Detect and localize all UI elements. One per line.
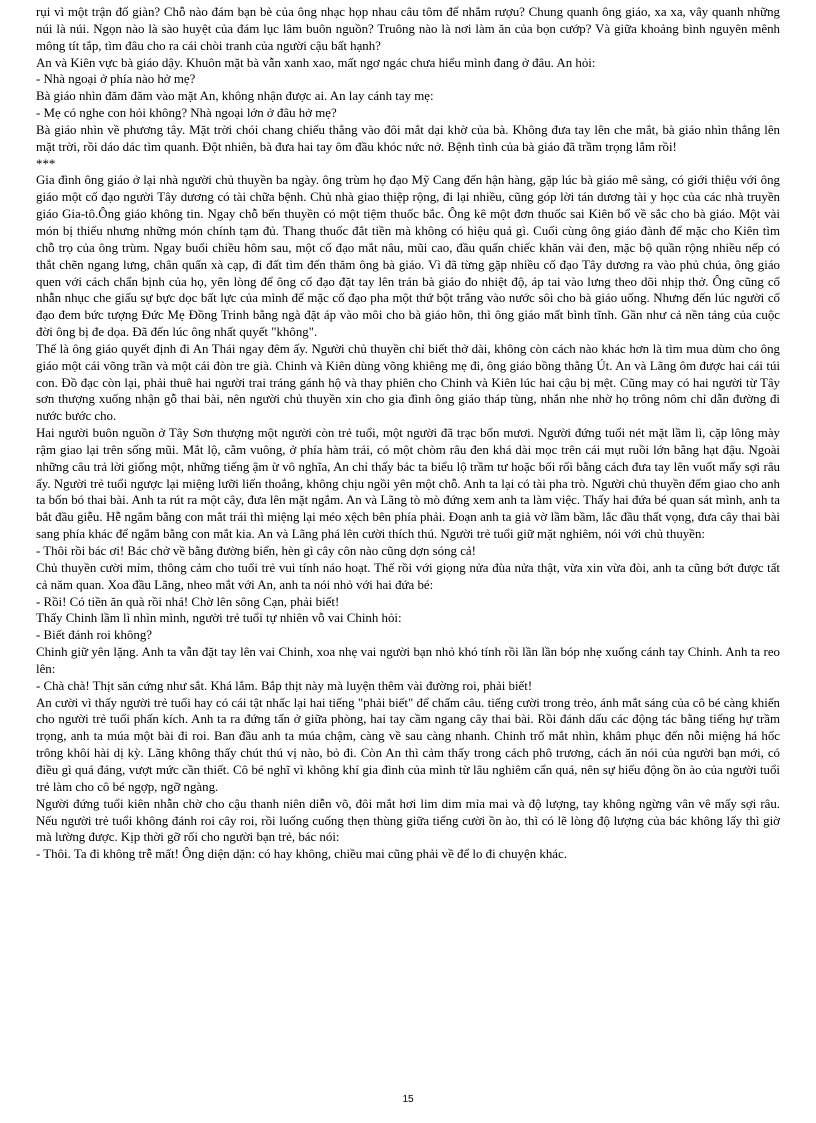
paragraph: rụi vì một trận đổ giàn? Chỗ nào đám bạn bè của ông nhạc họp nhau câu tôm để nhắm rượu? Chung quanh ông giáo, xa xa, vây quanh những núi là núi. Ngọn nào là sào huyệt của đám lục lâm buôn nguồn? Truông nào là nơi làm ăn của bọn cướp? Và giữa khoảng bình nguyên mênh mông tít tắp, tìm đâu cho ra cái chòi tranh của người cậu bất hạnh? <box>36 5 780 53</box>
dialogue-line: - Thôi. Ta đi không trễ mất! Ông diện dặn: có hay không, chiều mai cũng phải về để lo đi chuyện khác. <box>36 847 567 862</box>
paragraph: Thế là ông giáo quyết định đi An Thái ngay đêm ấy. Người chủ thuyền chỉ biết thở dài, không còn cách nào khác hơn là tìm mua dùm cho ông giáo một cái võng trần và một cái đòn tre già. Chinh và Kiên dùng võng khiêng mẹ đi, ông giáo bồng thằng Út. An và Lãng ôm được hai cái túi con. Đồ đạc còn lại, phải thuê hai người trai tráng gánh hộ và thay phiên cho Chinh và Kiên lúc hai cậu bị mệt. Cũng may có hai người từ Tây sơn thượng xuống nhận gỗ thai bài, nên người chủ thuyền xin cho gia đình ông giáo tháp tùng, nhắn nhe nhờ họ trông nôm chỉ dẫn đường đi nước bước cho. <box>36 341 780 424</box>
paragraph: Người đứng tuổi kiên nhẫn chờ cho cậu thanh niên diễn võ, đôi mắt hơi lim dim mỉa mai và độ lượng, tay không ngừng vân vê mấy sợi râu. Nếu người trẻ tuổi không đánh roi cây roi, rồi luống cuống thẹn thùng giữa tiếng cười ồn ào, thì có lẽ lòng độ lượng của bác không lấy thì giờ mà lường được. Kịp thời gỡ rối cho người bạn trẻ, bác nói: <box>36 796 780 845</box>
paragraph: Bà giáo nhìn đăm đăm vào mặt An, không nhận được ai. An lay cánh tay mẹ: <box>36 89 434 104</box>
page-number: 15 <box>402 1094 414 1105</box>
dialogue-line: - Chà chà! Thịt săn cứng như sắt. Khá lắm. Bắp thịt này mà luyện thêm vài đường roi, phải biết! <box>36 678 533 693</box>
paragraph: Chủ thuyền cười mỉm, thông cảm cho tuổi trẻ vui tính náo hoạt. Thế rồi với giọng nửa đùa nửa thật, vừa xin vừa đòi, anh ta cũng bớt được tất cả năm quan. Xoa đầu Lãng, nheo mắt với An, anh ta nói nhỏ với hai đứa bé: <box>36 560 780 592</box>
dialogue-line: - Rồi! Có tiền ăn quà rồi nhá! Chờ lên sông Cạn, phải biết! <box>36 594 340 609</box>
paragraph: Thấy Chinh lầm lì nhìn mình, người trẻ tuổi tự nhiên vỗ vai Chinh hỏi: <box>36 611 402 626</box>
paragraph: An cười vì thấy người trẻ tuổi hay có cái tật nhấc lại hai tiếng "phải biết" để chấm câu. tiếng cười trong trẻo, ánh mắt sáng của cô bé càng khiến cho người trẻ tuổi phấn kích. Anh ta ra đứng tấn ở giữa phòng, hai tay cầm ngang cây thai bài. Rồi đánh dấu các động tác bằng tiếng hự trầm trọng, anh ta múa một bài đi roi. Ban đầu anh ta múa chậm, càng về sau càng nhanh. Chinh trố mắt nhìn, khâm phục đến nỗi miệng há hốc trông khôi hài dị kỳ. Lãng không thấy chút thú vị nào, bỏ đi. Còn An thì cảm thấy trong cách phô trương, cách ăn nói của người bạn mới, có điều gì quá đáng, vượt mức cần thiết. Cô bé nghĩ vì không khí gia đình của mình từ lâu nghiêm cẩn quá, nên sự hiếu động ồn ào của người tuổi trẻ làm cho cô bé ngợp, ngỡ ngàng. <box>36 695 780 794</box>
paragraph: Hai người buôn nguồn ở Tây Sơn thượng một người còn trẻ tuổi, một người đã trạc bốn mươi. Người đứng tuổi nét mặt lầm lì, cặp lông mày rậm giao lại trên sống mũi. Mắt lộ, cằm vuông, ở phía hàm trái, có một chòm râu đen khá dài mọc trên cái mụt ruồi lớn bằng hạt đậu. Ngoài những câu trả lời giống một, những tiếng ậm ừ vô nghĩa, An chỉ thấy bác ta biểu lộ trầm tư hoặc bối rối bằng cách đưa tay lên vuốt mấy sợi râu ấy. Người trẻ tuổi ngược lại miệng lưỡi liến thoắng, không chịu ngồi yên một chỗ. Anh ta lại có tài pha trò. Người chủ thuyền đếm giao cho anh ta bốn bó thai bài. Anh ta rút ra một cây, đưa lên mặt ngắm. An và Lãng tò mò đứng xem anh ta làm việc. Thấy hai đứa bé quan sát mình, anh ta bắt đầu giễu. Hễ ngắm bằng con mắt trái thì miệng lại méo xệch bên phía phải. Đoạn anh ta giả vờ lầm bầm, lắc đầu thất vọng, đưa cây thai bài sang phía khác để ngắm bằng con mắt kia. An và Lãng phá lên cười thích thú. Người trẻ tuổi giữ mặt nghiêm, nói với chủ thuyền: <box>36 426 780 542</box>
paragraph: Chinh giữ yên lặng. Anh ta vẫn đặt tay lên vai Chinh, xoa nhẹ vai người bạn nhỏ khó tính rồi lần lần bóp nhẹ xuống cánh tay Chinh. Anh ta reo lên: <box>36 645 780 676</box>
dialogue-line: - Thôi rồi bác ơi! Bác chở về bằng đường biển, hèn gì cây côn nào cũng dợn sóng cả! <box>36 544 476 558</box>
dialogue-line: - Mẹ có nghe con hỏi không? Nhà ngoại lớn ở đâu hở mẹ? <box>36 106 337 121</box>
paragraph: Gia đình ông giáo ở lại nhà người chủ thuyền ba ngày. ông trùm họ đạo Mỹ Cang đến hận hàng, gặp lúc bà giáo mê sảng, có giới thiệu với ông giáo một cố đạo người Tây dương có tài chữa bệnh. Chủ nhà giao thiệp rộng, đi lại nhiều, cũng góp lời tán dương tài y học của các nhà truyền giáo Gia-tô.Ông giáo không tin. Ngay chỗ bến thuyền có một tiệm thuốc bắc. Ông kê một đơn thuốc sai Kiên bổ về sắc cho bà giáo. Một vài món bị thiếu nhưng những món chính tạm đủ. Thang thuốc đắt tiền mà không có hiệu quả gì. Cuối cùng ông giáo đành để mặc cho Kiên tìm chỗ trọ của ông trùm. Ngay buổi chiều hôm sau, một cố đạo mắt nâu, mũi cao, đầu quấn chiếc khăn vải đen, mặc bộ quần rộng nhiều nếp có thắt chẽn ngang lưng, chân quấn xà cạp, đi đất tìm đến thăm ông bà giáo. Vì đã từng gặp nhiều cố đạo Tây dương ra vào phủ chúa, ông giáo quen với cách chẩn bịnh của họ, yên lòng để ông cố đạo đặt tay lên trán bà giáo đo nhiệt độ, áp tai vào lưng theo dõi nhịp thở. Ông cũng cố nhẫn nhục che giấu sự bực dọc bất lực của mình để mặc cố đạo pha một thứ bột trắng vào nước sôi cho bà giáo uống. Nhưng đến lúc người cố đạo đem bức tượng Đức Mẹ Đồng Trinh bằng ngà đặt áp vào môi cho bà giáo hôn, thì ông giáo mất bình tĩnh. Gần như cả nền tảng của cuộc đời ông bị đe dọa. Đã đến lúc ông nhất quyết "không". <box>36 173 780 340</box>
dialogue-line: - Nhà ngoại ở phía nào hở mẹ? <box>36 72 196 87</box>
dialogue-line: - Biết đánh roi không? <box>36 628 152 643</box>
body-text <box>36 4 780 863</box>
section-break: *** <box>36 156 56 171</box>
paragraph: An và Kiên vực bà giáo dậy. Khuôn mặt bà vẫn xanh xao, mất ngơ ngác chưa hiểu mình đang ở đâu. An hỏi: <box>36 55 596 70</box>
paragraph: Bà giáo nhìn về phương tây. Mặt trời chói chang chiếu thẳng vào đôi mắt dại khờ của bà. Không đưa tay lên che mắt, bà giáo nhìn thẳng lên mặt trời, rồi dáo dác tìm quanh. Đột nhiên, bà đưa hai tay ôm đầu khóc nức nở. Bệnh tình của bà giáo đã trầm trọng lắm rồi! <box>36 122 780 154</box>
